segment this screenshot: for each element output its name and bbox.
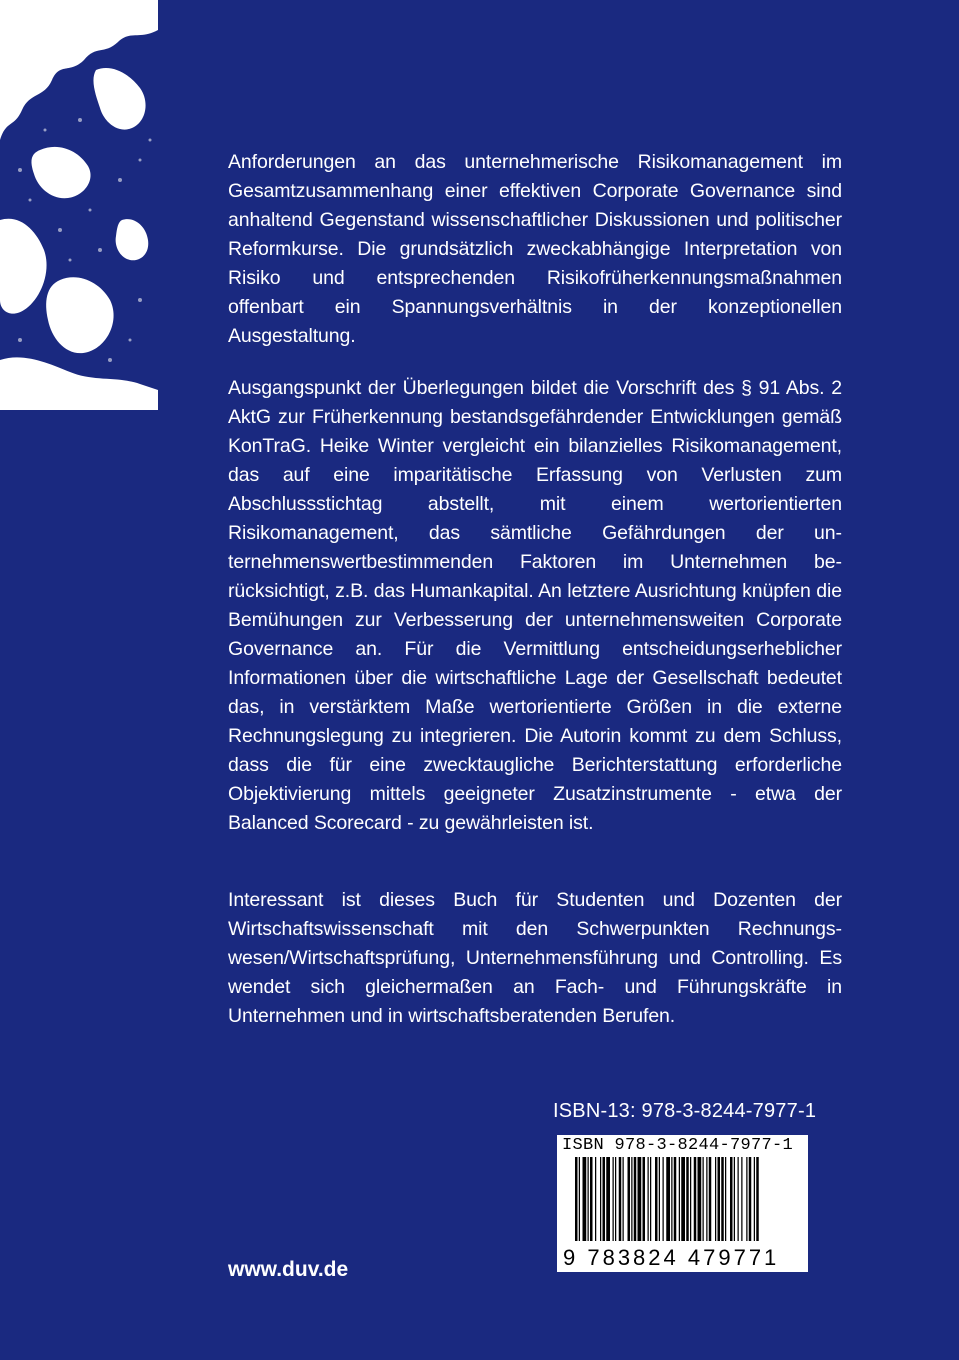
- barcode-bar: [590, 1157, 593, 1241]
- barcode-bar: [703, 1157, 704, 1241]
- barcode-bar: [734, 1157, 735, 1241]
- barcode-bar: [588, 1157, 589, 1241]
- description-paragraph-2: Ausgangspunkt der Überlegungen bildet die Vorschrift des § 91 Abs. 2 AktG zur Früherkennung bestandsgefährdender Entwicklungen gemäß KonTraG. Heike Winter vergleicht ein bilanzielles Risikomanagement, das auf eine imparitätische Erfassung von Verlusten zum Abschlussstichtag abstellt, mit einem wertorientierten Risikomanagement, das sämtliche Gefährdungen der unternehmenswertbestimmenden Faktoren im Unternehmen berücksichtigt, z.B. das Humankapital. An letztere Ausrichtung knüpfen die Bemühungen zur Verbesserung der unternehmensweiten Corporate Governance an. Für die Vermittlung entscheidungserheblicher Informationen über die wirtschaftliche Lage der Gesellschaft bedeutet das, in verstärktem Maße wertorientierte Größen in die externe Rechnungslegung zu integrieren. Die Autorin kommt zu dem Schluss, dass die für eine zwecktaugliche Berichterstattung erforderliche Objektivierung mittels geeigneter Zusatzinstrumente - etwa der Balanced Scorecard - zu gewährleisten ist.: [228, 377, 842, 834]
- barcode-bar: [595, 1157, 596, 1241]
- barcode-bar: [756, 1157, 759, 1241]
- barcode-bar: [730, 1157, 733, 1241]
- barcode-bar: [659, 1157, 660, 1241]
- barcode-bar: [674, 1157, 677, 1241]
- description-paragraph-1: Anforderungen an das unternehmerische Risikomanagement im Gesamtzusammenhang einer effektiven Corporate Governance sind anhaltend Gegenstand wissenschaftlicher Diskussionen und politischer Reformkurse. Die grundsätzlich zweckabhängige Interpretation von Risiko und entsprechenden Risikofrüherkennungsmaßnahmen offenbart ein Spannungsverhältnis in der konzeptionellen Ausgestaltung.: [228, 151, 842, 347]
- barcode-bar: [679, 1157, 680, 1241]
- barcode: [557, 1135, 808, 1272]
- barcode-bar: [603, 1157, 606, 1241]
- map-illustration: [0, 0, 158, 410]
- barcode-bar: [715, 1157, 716, 1241]
- barcode-bar: [583, 1157, 587, 1241]
- barcode-bar: [749, 1157, 752, 1241]
- barcode-bar: [628, 1157, 631, 1241]
- barcode-bar: [579, 1157, 580, 1241]
- barcode-bar: [655, 1157, 658, 1241]
- barcode-bar: [721, 1157, 724, 1241]
- barcode-bar: [746, 1157, 747, 1241]
- barcode-bar: [638, 1157, 642, 1241]
- barcode-bar: [741, 1157, 742, 1241]
- barcode-bar: [575, 1157, 578, 1241]
- barcode-digits: 9 783824 479771: [563, 1245, 780, 1270]
- barcode-bar: [671, 1157, 672, 1241]
- barcode-bar: [643, 1157, 646, 1241]
- publisher-url: www.duv.de: [228, 1258, 349, 1281]
- barcode-bar: [706, 1157, 707, 1241]
- barcode-bar: [613, 1157, 614, 1241]
- barcode-bar: [725, 1157, 726, 1241]
- barcode-bar: [634, 1157, 637, 1241]
- isbn-label: ISBN-13: 978-3-8244-7977-1: [553, 1100, 817, 1122]
- barcode-bar: [718, 1157, 721, 1241]
- barcode-bar: [694, 1157, 697, 1241]
- barcode-bar: [681, 1157, 685, 1241]
- barcode-isbn-text: ISBN 978-3-8244-7977-1: [562, 1136, 794, 1155]
- barcode-bar: [619, 1157, 622, 1241]
- barcode-bar: [663, 1157, 664, 1241]
- barcode-bar: [623, 1157, 624, 1241]
- barcode-bar: [698, 1157, 702, 1241]
- barcode-bars: [561, 1157, 804, 1245]
- barcode-bar: [648, 1157, 649, 1241]
- barcode-bar: [615, 1157, 616, 1241]
- description-paragraph-3: Interessant ist dieses Buch für Studenten und Dozenten der Wirtschaftswissenschaft mit den Schwerpunkten Rechnungswesen/Wirtschaftsprüfung, Unternehmensführung und Controlling. Es wendet sich gleichermaßen an Fach- und Führungskräfte in Unternehmen und in wirtschaftsberatenden Berufen.: [228, 889, 842, 1027]
- globe-map-graphic: [0, 0, 158, 410]
- barcode-bar: [709, 1157, 712, 1241]
- barcode-bar: [690, 1157, 691, 1241]
- barcode-bar: [631, 1157, 632, 1241]
- barcode-bar: [754, 1157, 755, 1241]
- barcode-bar: [686, 1157, 689, 1241]
- barcode-bar: [738, 1157, 739, 1241]
- barcode-bar: [600, 1157, 601, 1241]
- barcode-bar: [666, 1157, 670, 1241]
- barcode-bar: [650, 1157, 651, 1241]
- barcode-bar: [606, 1157, 610, 1241]
